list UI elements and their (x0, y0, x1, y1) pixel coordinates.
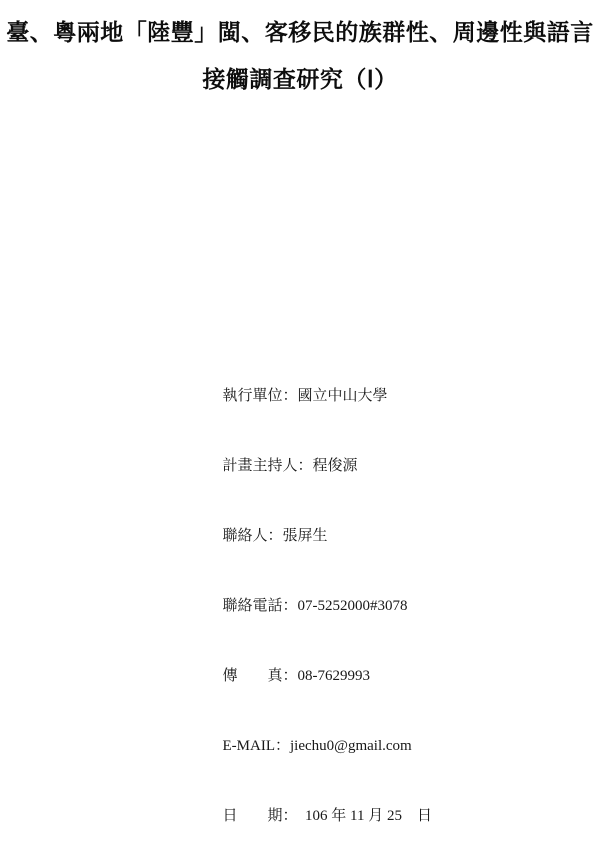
info-value-date: 106 年 11 月 25 日 (290, 807, 432, 824)
info-label-executing-unit: 執行單位： (222, 388, 298, 405)
info-label-email: E-MAIL： (222, 737, 290, 754)
info-label-contact-person: 聯絡人： (222, 528, 283, 545)
report-title-line-2: 接觸調查研究（Ⅰ） (202, 67, 398, 92)
info-row-fax (200, 642, 432, 712)
info-label-contact-phone: 聯絡電話： (222, 597, 298, 614)
info-row-executing-unit (200, 362, 432, 432)
info-label-fax: 傳 真： (222, 667, 298, 684)
info-value-fax: 08-7629993 (297, 667, 371, 684)
report-info-block (200, 362, 432, 851)
info-value-contact-phone: 07-5252000#3078 (297, 597, 408, 614)
info-value-principal-investigator: 程俊源 (312, 458, 358, 475)
info-value-email: jiechu0@gmail.com (290, 737, 412, 754)
info-row-email (200, 711, 432, 781)
info-row-contact-phone (200, 572, 432, 642)
info-value-executing-unit: 國立中山大學 (297, 388, 388, 405)
info-row-principal-investigator (200, 432, 432, 502)
report-title (0, 0, 600, 103)
info-value-contact-person: 張屏生 (282, 528, 328, 545)
report-title-line-1: 臺、粵兩地「陸豐」閩、客移民的族群性、周邊性與語言 (6, 20, 594, 45)
info-label-principal-investigator: 計畫主持人： (222, 458, 313, 475)
info-label-date: 日 期： (222, 807, 291, 824)
info-row-date (200, 781, 432, 851)
info-row-contact-person (200, 502, 432, 572)
